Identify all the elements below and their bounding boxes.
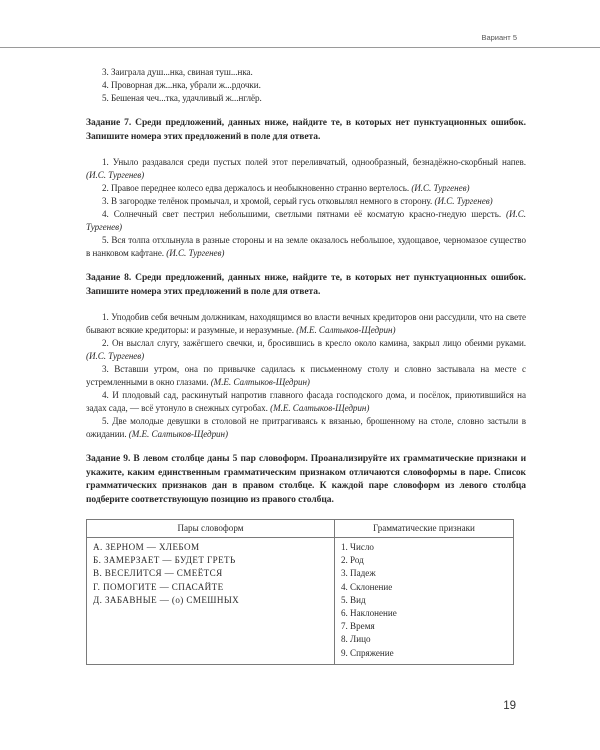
feature-item: 1. Число [340,542,374,552]
task-7-title: Задание 7. Среди предложений, данных ниже, найдите те, в которых нет пунктуационных ошибок. Запишите номера этих предложений в поле для ответа. [86,118,526,142]
table-header-row [87,520,514,538]
task-9-title: Задание 9. В левом столбце даны 5 пар словоформ. Проанализируйте их грамматические признаки и укажите, каким единственным грамматическим признаком отличаются словоформы в паре. Список грамматических признаков дан в правом столбце. К каждой паре словоформ из левого столбца подберите соответствующую позицию из правого столбца. [86,454,526,505]
variant-label: Вариант 5 [481,33,517,42]
feature-item: 2. Род [340,555,364,566]
list-item [86,311,526,337]
table-row [87,538,514,665]
item-author: (М.Е. Салтыков-Щедрин) [296,325,396,335]
item-text: 3. Вставши утром, она по привычке садилась к письменному столу и словно застывала на месте с устремленными в окно глазами. [86,364,526,387]
item-author: (И.С. Тургенев) [86,351,145,361]
list-item: 4. Проворная дж...нка, убрали ж...рдочки. [102,80,261,90]
item-author: (М.Е. Салтыков-Щедрин) [270,403,370,413]
pair-item: Д. ЗАБАВНЫЕ — (о) СМЕШНЫХ [93,594,240,605]
item-author: (И.С. Тургенев) [86,170,145,180]
item-author: (М.Е. Салтыков-Щедрин) [128,429,228,439]
item-author: (И.С. Тургенев) [86,209,526,232]
word-forms-table [86,519,514,665]
feature-item: 7. Время [340,621,375,632]
pair-item: В. ВЕСЕЛИТСЯ — СМЕЁТСЯ [93,568,223,579]
item-text: 5. Вся толпа отхлынула в разные стороны и на земле оказалось небольшое, худощавое, черномазое существо в нанковом кафтане. [86,235,526,258]
continued-list [86,66,526,105]
feature-item: 5. Вид [340,594,366,605]
task-8-list [86,311,526,441]
item-text: 2. Он выслал слугу, зажёгшего свечки, и, бросившись в кресло около камина, закрыл лицо обеими руками. [102,338,526,348]
feature-item: 8. Лицо [340,634,371,645]
item-author: (И.С. Тургенев) [434,196,493,206]
page-number: 19 [503,700,516,712]
list-item [86,195,526,208]
feature-item: 9. Спряжение [340,647,394,658]
list-item [86,415,526,441]
header-rule [0,47,600,48]
item-author: (И.С. Тургенев) [166,248,225,258]
list-item [86,234,526,260]
list-item: 5. Бешеная чеч...тка, удачливый ж...нглёр. [102,93,262,103]
list-item [86,389,526,415]
item-author: (И.С. Тургенев) [411,183,470,193]
column-header-pairs: Пары словоформ [87,520,335,538]
list-item: 3. Заиграла душ...нка, свиная туш...нка. [102,67,253,77]
task-7-list [86,156,526,260]
item-text: 5. Две молодые девушки в столовой не притрагиваясь к вязанью, брошенному на столе, словно застыли в ожидании. [86,416,526,439]
list-item [86,208,526,234]
column-header-features: Грамматические признаки [334,520,513,538]
feature-item: 3. Падеж [340,568,376,579]
list-item [86,363,526,389]
item-text: 4. И плодовый сад, раскинутый напротив главного фасада господского дома, и посёлок, приютившийся на задах сада, — всё утонуло в снежных сугробах. [86,390,526,413]
pair-item: Г. ПОМОГИТЕ — СПАСАЙТЕ [93,581,224,592]
features-cell [334,538,513,665]
feature-item: 4. Склонение [340,581,393,592]
item-text: 1. Уподобив себя вечным должникам, находящимся во власти вечных кредиторов они рассудили, что на свете бывают всякие кредиторы: и разумные, и неразумные. [86,312,526,335]
item-text: 1. Уныло раздавался среди пустых полей этот переливчатый, однообразный, безнадёжно-скорбный напев. [102,157,526,167]
pair-item: А. ЗЕРНОМ — ХЛЕБОМ [93,542,200,552]
list-item [86,156,526,182]
list-item [86,337,526,363]
pairs-cell [87,538,335,665]
feature-item: 6. Наклонение [340,608,397,619]
page-content [86,66,526,665]
task-8-title: Задание 8. Среди предложений, данных ниже, найдите те, в которых нет пунктуационных ошибок. Запишите номера этих предложений в поле для ответа. [86,273,526,297]
item-text: 2. Правое переднее колесо едва держалось и необыкновенно странно вертелось. [102,183,410,193]
item-author: (М.Е. Салтыков-Щедрин) [210,377,310,387]
item-text: 3. В загородке телёнок промычал, и хромой, серый гусь отковылял немного в сторону. [102,196,433,206]
list-item [86,182,526,195]
item-text: 4. Солнечный свет пестрил небольшими, светлыми пятнами её косматую красно-гнедую шерсть. [102,209,502,219]
pair-item: Б. ЗАМЕРЗАЕТ — БУДЕТ ГРЕТЬ [93,555,236,566]
